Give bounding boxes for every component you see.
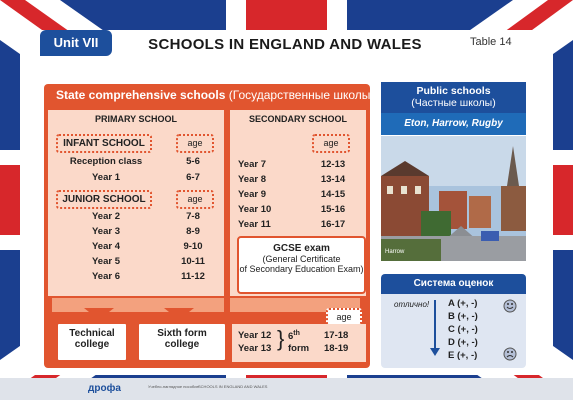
row-year2-name: Year 2 xyxy=(92,211,120,222)
state-title-en: State comprehensive schools xyxy=(56,88,226,102)
row-year6-name: Year 6 xyxy=(92,271,120,282)
row-year8-age: 13-14 xyxy=(320,174,346,185)
bracket-icon: } xyxy=(277,326,285,351)
row-reception-age: 5-6 xyxy=(186,156,200,167)
gcse-line1: (General Certificate xyxy=(262,254,341,264)
grade-e: E (+, -) xyxy=(448,350,478,361)
row-year4-age: 9-10 xyxy=(183,241,203,252)
sad-face-icon xyxy=(503,347,517,361)
row-year7-age: 12-13 xyxy=(320,159,346,170)
row-year5-age: 10-11 xyxy=(181,256,205,267)
sixth-sup: th xyxy=(293,330,300,337)
secondary-age-header: age xyxy=(312,134,350,153)
footer-small-text-2: SCHOOLS IN ENGLAND AND WALES xyxy=(198,384,268,389)
state-title-ru: (Государственные школы) xyxy=(228,88,375,102)
row-year10-name: Year 10 xyxy=(238,204,272,215)
grade-d: D (+, -) xyxy=(448,337,478,348)
row-year12-name: Year 12 xyxy=(238,330,272,341)
row-year1-age: 6-7 xyxy=(186,172,200,183)
gcse-exam-box xyxy=(237,236,366,294)
public-schools-examples: Eton, Harrow, Rugby xyxy=(381,113,526,135)
footer-small-text-1: Учебно-наглядное пособие xyxy=(148,384,199,389)
sixth-num: 6 xyxy=(288,331,294,343)
primary-school-heading: PRIMARY SCHOOL xyxy=(94,114,177,124)
sixth-form-college-box xyxy=(137,322,227,362)
row-year7-name: Year 7 xyxy=(238,159,266,170)
sixth-form-label xyxy=(288,330,300,342)
row-year1-name: Year 1 xyxy=(92,172,120,183)
junior-age-header: age xyxy=(176,190,214,209)
row-year11-name: Year 11 xyxy=(238,219,271,230)
harrow-photo xyxy=(381,136,526,261)
grade-excellent-label: отлично! xyxy=(394,300,430,309)
footer-strip xyxy=(0,378,573,400)
state-schools-title xyxy=(56,88,374,102)
progression-arrows xyxy=(44,290,370,320)
infant-age-header: age xyxy=(176,134,214,153)
gcse-title: GCSE exam xyxy=(273,243,330,254)
technical-line1: Technical xyxy=(69,328,115,339)
row-year12-age: 17-18 xyxy=(324,330,349,341)
grade-b: B (+, -) xyxy=(448,311,478,322)
row-year10-age: 15-16 xyxy=(320,204,346,215)
photo-caption: Harrow xyxy=(385,249,405,255)
sixth-line2: college xyxy=(164,339,200,350)
row-year13-name: Year 13 xyxy=(238,343,272,354)
row-year9-name: Year 9 xyxy=(238,189,266,200)
sixth-line1: Sixth form xyxy=(157,328,207,339)
infant-school-label: INFANT SCHOOL xyxy=(56,134,152,153)
row-year4-name: Year 4 xyxy=(92,241,120,252)
junior-school-label: JUNIOR SCHOOL xyxy=(56,190,152,209)
form-label: form xyxy=(288,343,310,354)
secondary-school-heading: SECONDARY SCHOOL xyxy=(248,114,347,124)
publisher-logo: дрофа xyxy=(88,383,121,394)
row-reception-name: Reception class xyxy=(69,156,143,167)
public-title: Public schools xyxy=(416,85,491,97)
technical-line2: college xyxy=(74,339,110,350)
public-title-ru: (Частные школы) xyxy=(411,97,496,109)
gcse-line2: of Secondary Education Exam) xyxy=(239,264,364,274)
row-year5-name: Year 5 xyxy=(92,256,120,267)
page-title: SCHOOLS IN ENGLAND AND WALES xyxy=(148,36,422,53)
grade-a: A (+, -) xyxy=(448,298,478,309)
table-number: Table 14 xyxy=(470,36,512,48)
row-year8-name: Year 8 xyxy=(238,174,266,185)
smile-icon xyxy=(503,299,517,313)
row-year11-age: 16-17 xyxy=(320,219,346,230)
sixth-form-age-header: age xyxy=(326,308,362,326)
row-year6-age: 11-12 xyxy=(181,271,205,282)
row-year3-age: 8-9 xyxy=(186,226,200,237)
row-year2-age: 7-8 xyxy=(186,211,200,222)
technical-college-box xyxy=(56,322,128,362)
unit-label: Unit VII xyxy=(40,30,112,56)
row-year9-age: 14-15 xyxy=(320,189,346,200)
row-year3-name: Year 3 xyxy=(92,226,120,237)
row-year13-age: 18-19 xyxy=(324,343,349,354)
grade-c: C (+, -) xyxy=(448,324,478,335)
grade-arrow-icon xyxy=(430,298,440,358)
grading-system-title: Система оценок xyxy=(381,274,526,294)
